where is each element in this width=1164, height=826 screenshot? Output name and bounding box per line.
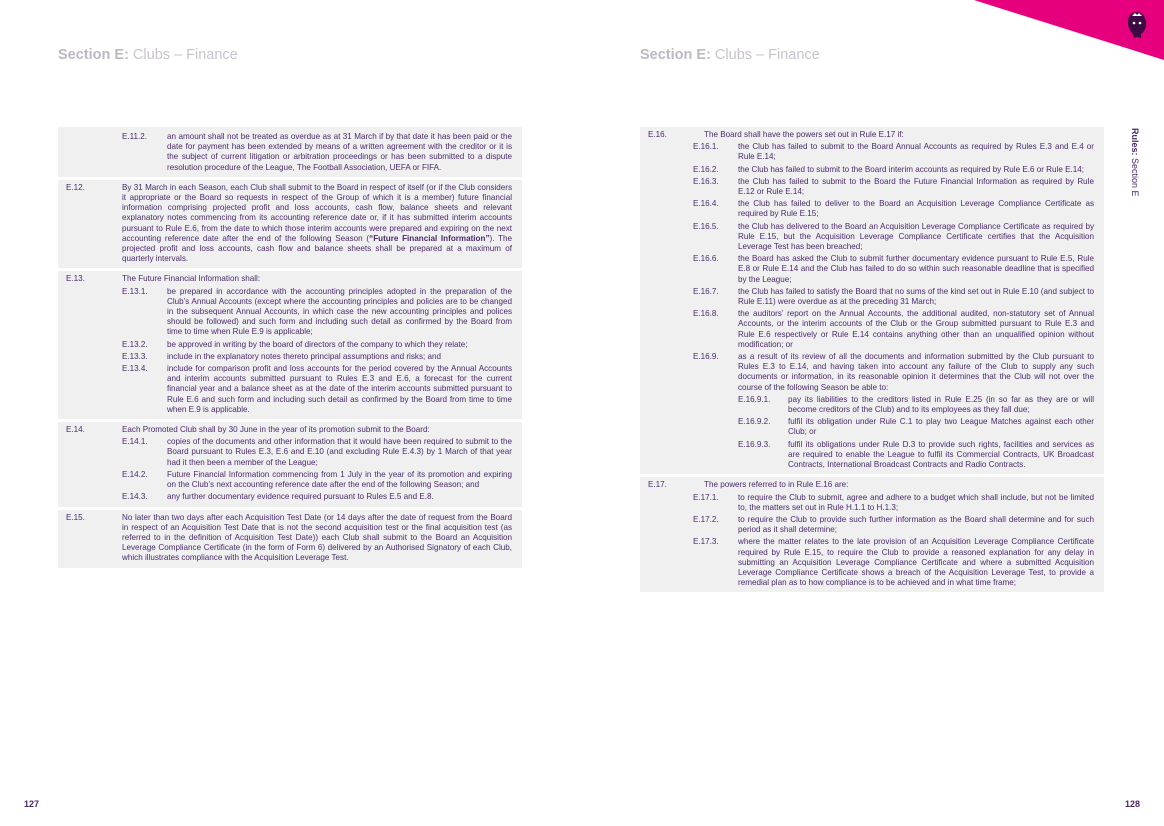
sub-rule-number: E.16.9. [693,352,719,362]
sub-rule-text: the Club has delivered to the Board an Acquisition Leverage Compliance Certificate as required by Rule E.15, but the Acquisition Leverage Compliance Certificate certifies that the Acquisition Leverage Test has been breached; [738,221,1094,252]
sub-rule-number: E.13.1. [122,286,148,296]
sub-rule-number: E.14.1. [122,437,148,447]
sub-rule-number: E.17.3. [693,537,719,547]
sub-rule [693,352,1094,393]
sub-rule [122,437,512,468]
sub-rule [693,177,1094,197]
sub-sub-rule-text: fulfil its obligations under Rule D.3 to provide such rights, facilities and services as are required to enable the League to fulfil its Commercial Contracts, UK Broadcast Contracts, International Broadcast Contracts and Radio Contracts. [788,439,1094,470]
sub-rule [122,340,512,350]
sub-rule-number: E.16.2. [693,164,719,174]
sub-rule-number: E.14.3. [122,492,148,502]
right-column [640,127,1104,595]
sub-rule-text: the auditors’ report on the Annual Accounts, the additional audited, non-statutory set of Annual Accounts, or the interim accounts of the Club or the Group submitted pursuant to Rule E.3 and Rule E.6 respectively or Rule E.14 contains anything other than an unqualified opinion without modification; or [738,309,1094,349]
side-label-bold: Rules: [1130,128,1140,156]
premier-league-lion-icon [1124,10,1150,40]
sub-rule-text: copies of the documents and other information that it would have been required to submit to the Board pursuant to Rules E.3, E.6 and E.10 (and excluding Rule E.4.3) by 1 March of that year had it then been a member of the League; [167,437,512,467]
sub-rule [693,142,1094,162]
rule-text: The Future Financial Information shall: [122,274,261,284]
sub-rule-text: the Board has asked the Club to submit further documentary evidence pursuant to Rule E.5, Rule E.8 or Rule E.14 and the Club has failed to do so within such reasonable deadline that is specified by the League; [738,254,1094,284]
sub-rule-text: Future Financial Information commencing from 1 July in the year of its promotion and expiring on the Club’s next accounting reference date after the end of the following Season; and [167,469,512,490]
left-section-heading [58,47,238,63]
sub-rule-number: E.17.1. [693,492,719,502]
sub-rule [693,493,1094,513]
side-label-rest: Section E [1130,155,1140,197]
sub-rule-number: E.16.8. [693,309,719,319]
right-section-heading [640,47,820,63]
sub-sub-rule-number: E.16.9.1. [738,394,771,404]
left-column [58,127,522,571]
sub-sub-rule [738,417,1094,437]
sub-sub-rule [738,395,1094,415]
sub-rule-number: E.16.3. [693,176,719,186]
rule-block-e12 [58,180,522,269]
rule-text-a: By 31 March in each Season, each Club shall submit to the Board in respect of itself (or if the Club considers it appropriate or the Board so requests in respect of the Group of which it is a member) future financial information comprising projected profit and loss accounts, cash flow, balance sheets and relevant explanatory notes commencing from its accounting reference date or, if it has submitted interim accounts pursuant to Rule E.6, from the date to which those interim accounts were prepared and expiring on the next accounting reference date after the end of the following Season ( [122,182,512,243]
sub-rule-text: be prepared in accordance with the accounting principles adopted in the preparation of the Club’s Annual Accounts (except where the accounting principles and policies are to be changed in the subsequent Annual Accounts, in which case the new accounting principles and polices should be followed) and such form and including such detail as confirmed by the Board from time to time when Rule E.9 is applicable; [167,286,512,337]
sub-rule [693,309,1094,350]
rule-text: an amount shall not be treated as overdue as at 31 March if by that date it has been paid or the date for payment has been extended by means of a written agreement with the creditor or it is the subject of current litigation or arbitration proceedings or has been submitted to a dispute resolution procedure of the League, The Football Association, UEFA or FIFA. [167,132,512,172]
rule-text: The Board shall have the powers set out in Rule E.17 if: [704,130,904,139]
sub-rule-number: E.13.4. [122,364,148,374]
sub-rule [693,222,1094,253]
rule-number: E.14. [66,425,85,435]
sub-rule-number: E.16.4. [693,199,719,209]
sub-rule [693,254,1094,285]
rule-number: E.16. [648,130,667,139]
side-rules-label [1128,128,1142,248]
rule-block-e15 [58,510,522,568]
defined-term: “Future Financial Information” [369,233,490,243]
sub-sub-rule-number: E.16.9.2. [738,417,771,427]
left-section-heading-bold: Section E: [58,47,129,63]
sub-rule [693,165,1094,175]
sub-rule-number: E.14.2. [122,469,148,479]
rule-number: E.15. [66,512,85,522]
sub-sub-rule-text: fulfil its obligation under Rule C.1 to play two League Matches against each other Club; or [788,417,1094,437]
sub-rule-text: include for comparison profit and loss accounts for the period covered by the Annual Accounts and interim accounts submitted pursuant to Rules E.3 and E.6, a forecast for the current financial year and a balance sheet as at the date of the interim accounts submitted pursuant to Rule E.6 and such form and including such detail as confirmed by the Board from time to time when E.9 is applicable. [167,364,512,414]
sub-rule-text: the Club has failed to satisfy the Board that no sums of the kind set out in Rule E.10 (and subject to Rule E.11) were overdue as at the preceding 31 March; [738,286,1094,307]
sub-rule-number: E.13.3. [122,351,148,361]
sub-rule [122,364,512,415]
sub-rule-text: to require the Club to submit, agree and adhere to a budget which shall include, but not be limited to, the matters set out in Rule H.1.1 to H.1.3; [738,492,1094,512]
sub-sub-rule-text: pay its liabilities to the creditors listed in Rule E.25 (in so far as they are or will become creditors of the Club) and to its employees as they fall due; [788,394,1094,415]
sub-rule-text: the Club has failed to submit to the Board interim accounts as required by Rule E.6 or Rule E.14; [738,164,1084,174]
sub-rule [693,537,1094,588]
sub-rule-text: the Club has failed to deliver to the Board an Acquisition Leverage Compliance Certificate as required by Rule E.15; [738,199,1094,219]
page-number-right: 128 [1125,799,1141,809]
right-section-heading-rest: Clubs – Finance [710,47,820,63]
sub-rule-number: E.16.6. [693,254,719,264]
sub-rule-text: any further documentary evidence required pursuant to Rules E.5 and E.8. [167,492,434,502]
sub-rule-text: the Club has failed to submit to the Board Annual Accounts as required by Rules E.3 and E.4 or Rule E.14; [738,142,1094,162]
sub-sub-rule-number: E.16.9.3. [738,439,771,449]
page-number-left: 127 [24,799,40,809]
sub-rule-number: E.16.7. [693,286,719,296]
rule-block-e14 [58,422,522,506]
sub-rule [693,515,1094,535]
rule-text [122,183,512,265]
rule-number: E.11.2. [122,132,148,141]
sub-rule-text: where the matter relates to the late provision of an Acquisition Leverage Compliance Certificate required by Rule E.15, to require the Club to provide a reasoned explanation for any delay in submitting an Acquisition Leverage Compliance Certificate and where a submitted Acquisition Leverage Compliance Certificate shows a breach of the Acquisition Leverage Test, to provide a remedial plan as to how compliance is to be achieved and in what time frame; [738,537,1094,588]
sub-rule-text: the Club has failed to submit to the Board the Future Financial Information as required by Rule E.12 or Rule E.14; [738,176,1094,197]
sub-rule-number: E.17.2. [693,514,719,524]
sub-rule-number: E.16.1. [693,142,719,152]
rule-number: E.13. [66,274,85,284]
sub-rule [693,287,1094,307]
right-section-heading-bold: Section E: [640,47,711,63]
sub-rule-text: to require the Club to provide such further information as the Board shall determine and for such period as it shall determine; [738,514,1094,535]
rule-block-e11-2 [58,127,522,177]
sub-rule [122,352,512,362]
left-section-heading-rest: Clubs – Finance [128,47,238,63]
rule-block-e16 [640,127,1104,474]
rule-number: E.12. [66,182,85,192]
sub-rule-text: as a result of its review of all the documents and information submitted by the Club pursuant to Rules E.3 to E.14, and having taken into account any failure of the Club to supply any such documents or information, in its reasonable opinion it determines that the Club will not over the course of the following Season be able to: [738,352,1094,392]
rule-number: E.17. [648,480,667,490]
sub-rule-number: E.13.2. [122,339,148,349]
sub-rule [122,287,512,338]
sub-rule [122,492,512,502]
sub-sub-rule [738,440,1094,471]
rule-block-e17 [640,477,1104,592]
rule-text: Each Promoted Club shall by 30 June in the year of its promotion submit to the Board: [122,425,430,435]
rule-text: No later than two days after each Acquisition Test Date (or 14 days after the date of request from the Board in respect of an Acquisition Test Date that is not the second acquisition test or the final acquisition test (as referred to in the definition of Acquisition Test Date)) each Club shall submit to the Board an Acquisition Leverage Compliance Certificate (in the form of Form 6) delivered by an Authorised Signatory of each Club, which illustrates compliance with the Acquisition Leverage Test. [122,512,512,563]
rule-block-e13 [58,271,522,419]
sub-rule-text: be approved in writing by the board of directors of the company to which they relate; [167,339,468,349]
sub-rule-number: E.16.5. [693,221,719,231]
sub-rule [693,199,1094,219]
sub-rule-text: include in the explanatory notes thereto principal assumptions and risks; and [167,351,441,361]
sub-rule [122,470,512,490]
rule-text-b: ). The projected profit and loss accounts, cash flow and balance sheets shall be prepared at a maximum of quarterly intervals. [122,233,512,264]
rule-text: The powers referred to in Rule E.16 are: [704,480,849,490]
